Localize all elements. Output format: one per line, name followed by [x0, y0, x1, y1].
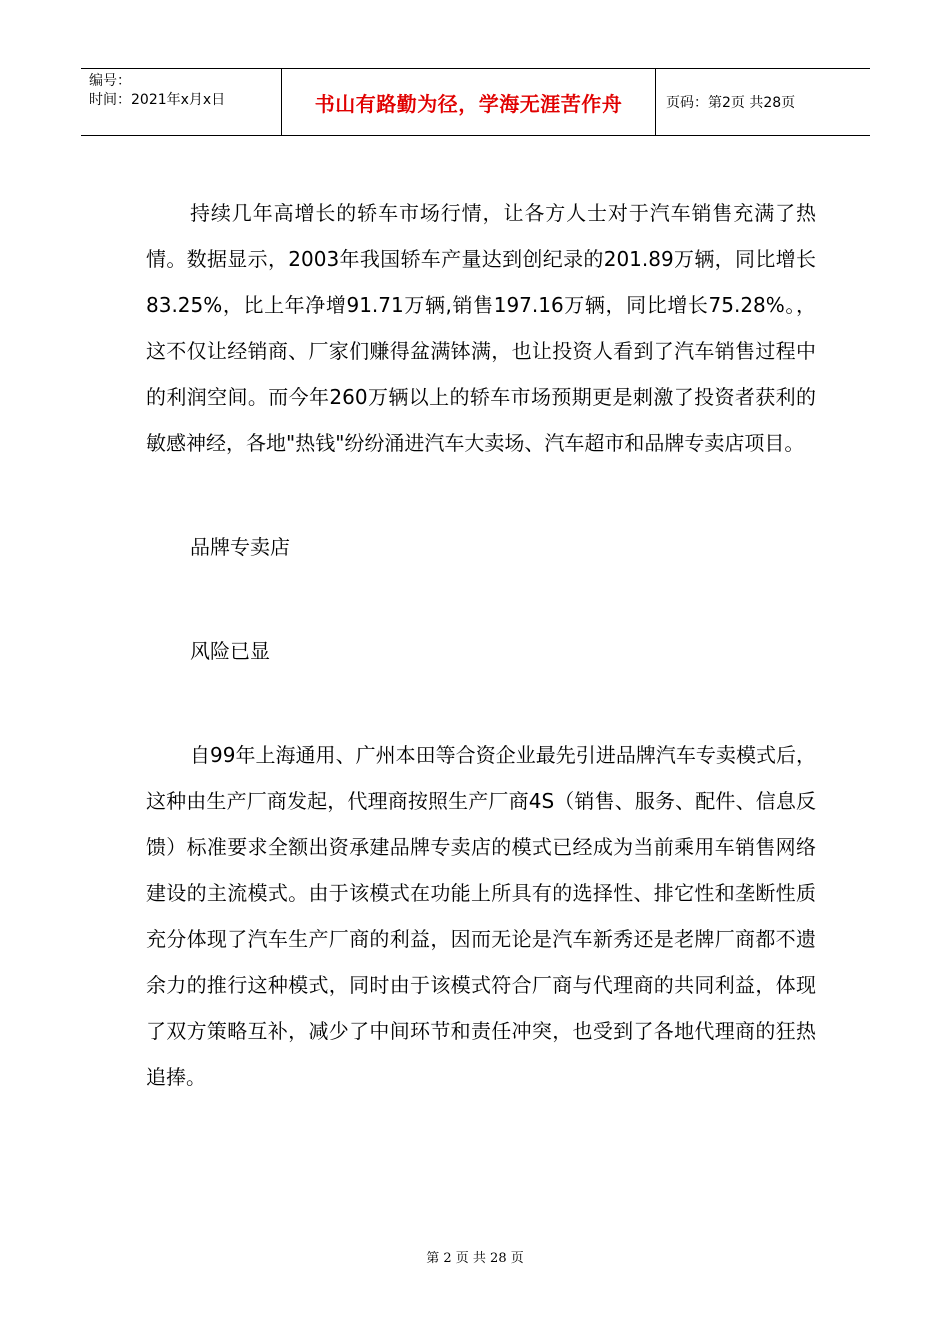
- body-paragraph: 自99年上海通用、广州本田等合资企业最先引进品牌汽车专卖模式后，这种由生产厂商发起，代理商按照生产厂商4S（销售、服务、配件、信息反馈）标准要求全额出资承建品牌专卖店的模式已经成为当前乘用车销售网络建设的主流模式。由于该模式在功能上所具有的选择性、排它性和垄断性质充分体现了汽车生产厂商的利益，因而无论是汽车新秀还是老牌厂商都不遗余力的推行这种模式，同时由于该模式符合厂商与代理商的共同利益，体现了双方策略互补，减少了中间环节和责任冲突，也受到了各地代理商的狂热追捧。: [146, 743, 816, 1089]
- document-number-label: 编号：: [89, 73, 131, 89]
- header-meta-cell: [81, 69, 282, 135]
- header-motto: 书山有路勤为径，学海无涯苦作舟: [314, 91, 623, 116]
- spacer: [146, 466, 816, 524]
- header-motto-cell: [282, 69, 656, 135]
- header-page-info: 页码：第2页 共28页: [666, 95, 796, 111]
- page-header: [81, 68, 870, 136]
- header-page-cell: [656, 69, 870, 135]
- document-body: [146, 190, 816, 1100]
- page-footer: [0, 1247, 950, 1266]
- spacer: [146, 570, 816, 628]
- footer-page-number: 第 2 页 共 28 页: [426, 1251, 524, 1266]
- section-heading: 品牌专卖店: [190, 535, 290, 559]
- spacer: [146, 674, 816, 732]
- document-date: 时间：2021年x月x日: [89, 92, 226, 108]
- section-subheading: 风险已显: [190, 639, 270, 663]
- body-paragraph: 持续几年高增长的轿车市场行情，让各方人士对于汽车销售充满了热情。数据显示，2003年我国轿车产量达到创纪录的201.89万辆，同比增长83.25%，比上年净增91.71万辆,销售197.16万辆，同比增长75.28%。，这不仅让经销商、厂家们赚得盆满钵满，也让投资人看到了汽车销售过程中的利润空间。而今年260万辆以上的轿车市场预期更是刺激了投资者获利的敏感神经，各地"热钱"纷纷涌进汽车大卖场、汽车超市和品牌专卖店项目。: [146, 201, 816, 455]
